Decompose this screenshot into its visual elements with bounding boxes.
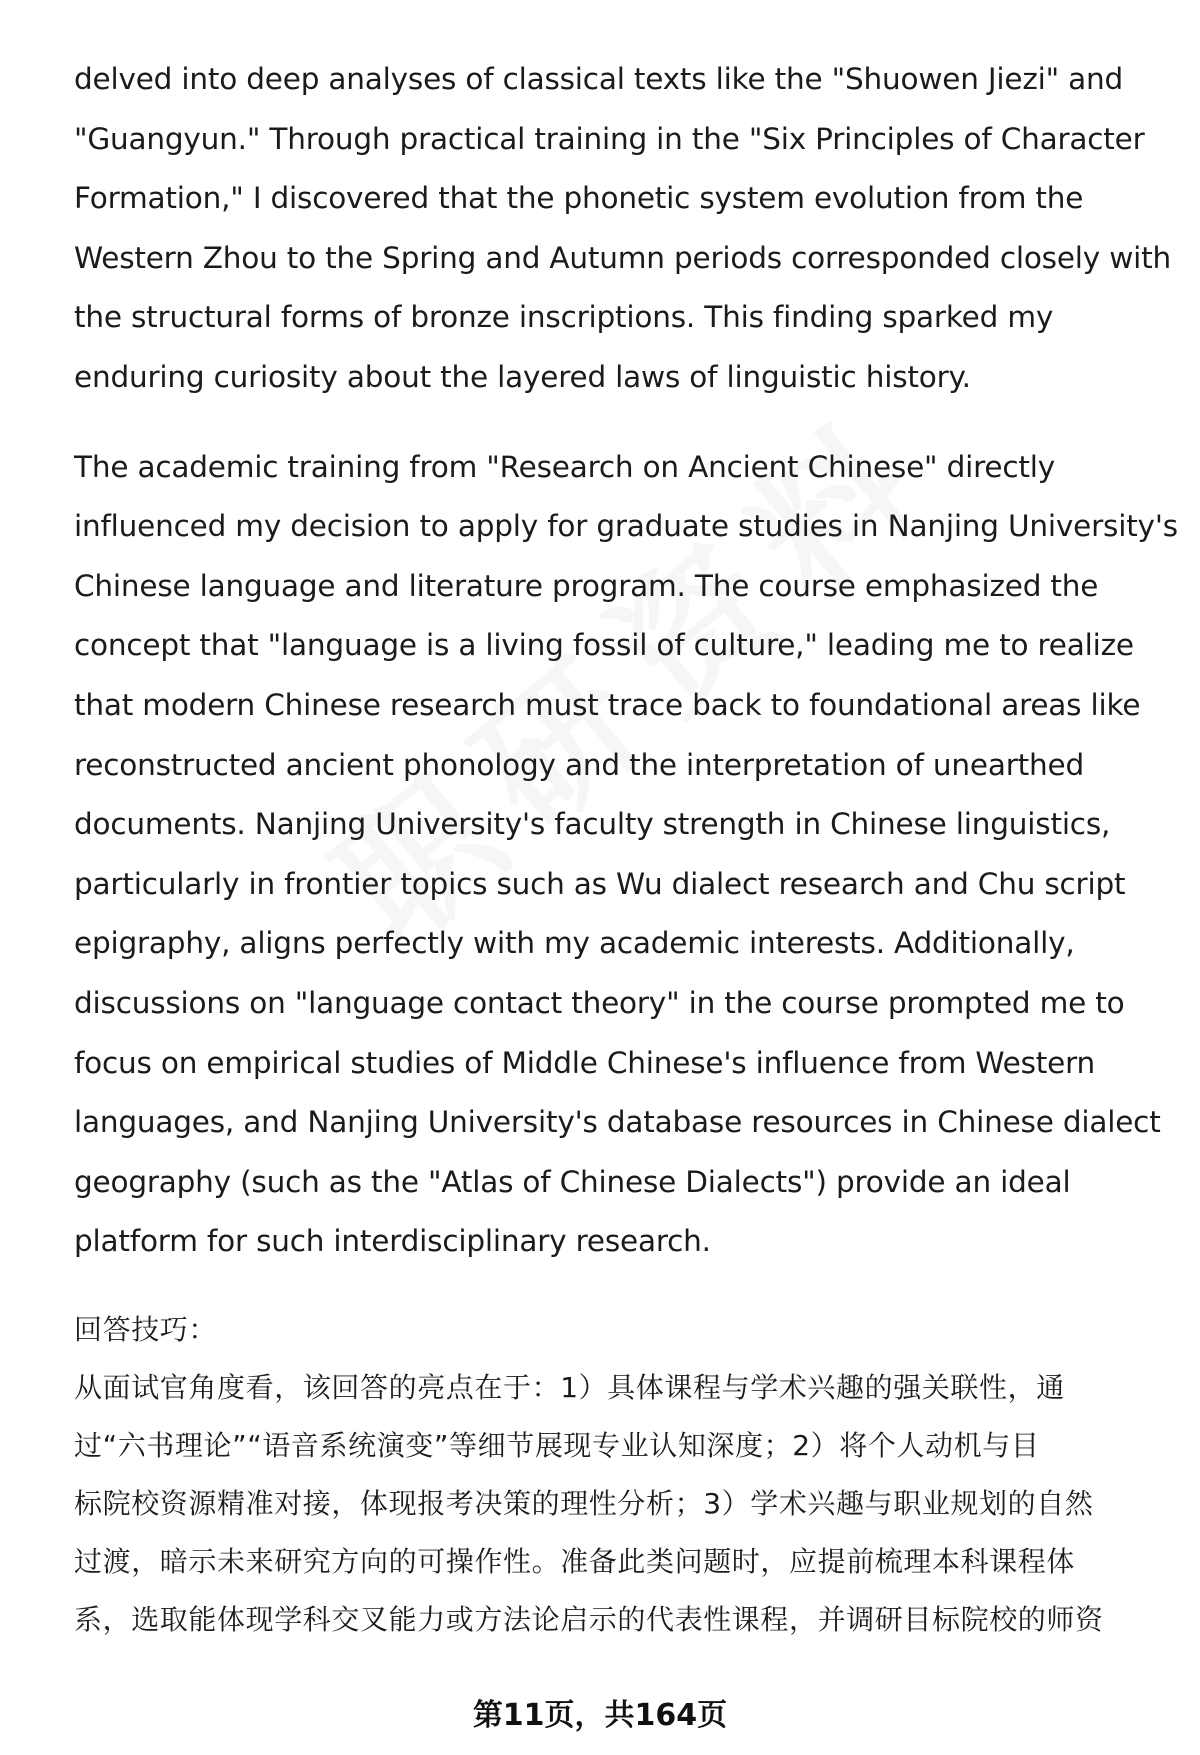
text-line: Formation," I discovered that the phonetic system evolution from the (74, 181, 1084, 216)
text-line: particularly in frontier topics such as Wu dialect research and Chu script (74, 866, 1126, 901)
document-body (74, 50, 1178, 1649)
text-line: focus on empirical studies of Middle Chinese's influence from Western (74, 1045, 1095, 1080)
page-number: 第11页，共164页 (472, 1698, 728, 1733)
tips-line: 标院校资源精准对接，体现报考决策的理性分析；3）学术兴趣与职业规划的自然 (74, 1486, 1094, 1520)
paragraph-2 (74, 438, 1178, 1272)
text-line: The academic training from "Research on Ancient Chinese" directly (74, 449, 1055, 484)
paragraph-1 (74, 50, 1172, 408)
paragraph-spacer (74, 408, 1154, 438)
text-line: languages, and Nanjing University's database resources in Chinese dialect (74, 1105, 1161, 1140)
tips-line: 从面试官角度看，该回答的亮点在于：1）具体课程与学术兴趣的强关联性，通 (74, 1370, 1065, 1404)
text-line: influenced my decision to apply for graduate studies in Nanjing University's (74, 509, 1178, 544)
tips-line: 过“六书理论”“语音系统演变”等细节展现专业认知深度；2）将个人动机与目 (74, 1428, 1040, 1462)
text-line: Chinese language and literature program. The course emphasized the (74, 568, 1099, 603)
text-line: discussions on "language contact theory" in the course prompted me to (74, 985, 1125, 1020)
text-line: Western Zhou to the Spring and Autumn periods corresponded closely with (74, 240, 1172, 275)
tips-section (74, 1301, 1154, 1649)
text-line: delved into deep analyses of classical texts like the "Shuowen Jiezi" and (74, 62, 1124, 96)
paragraph-spacer (74, 1272, 1154, 1301)
text-line: the structural forms of bronze inscriptions. This finding sparked my (74, 300, 1054, 335)
text-line: documents. Nanjing University's faculty strength in Chinese linguistics, (74, 807, 1111, 842)
tips-line: 系，选取能体现学科交叉能力或方法论启示的代表性课程，并调研目标院校的师资 (74, 1602, 1104, 1636)
text-line: concept that "language is a living fossil of culture," leading me to realize (74, 628, 1134, 663)
text-line: epigraphy, aligns perfectly with my academic interests. Additionally, (74, 926, 1075, 961)
text-line: enduring curiosity about the layered laws of linguistic history. (74, 359, 971, 394)
text-line: "Guangyun." Through practical training in the "Six Principles of Character (74, 121, 1145, 156)
text-line: that modern Chinese research must trace back to foundational areas like (74, 687, 1141, 722)
text-line: platform for such interdisciplinary research. (74, 1224, 711, 1259)
tips-heading: 回答技巧： (74, 1312, 218, 1346)
text-line: reconstructed ancient phonology and the interpretation of unearthed (74, 747, 1084, 782)
text-line: geography (such as the "Atlas of Chinese Dialects") provide an ideal (74, 1164, 1071, 1199)
tips-line: 过渡，暗示未来研究方向的可操作性。准备此类问题时，应提前梳理本科课程体 (74, 1544, 1076, 1578)
